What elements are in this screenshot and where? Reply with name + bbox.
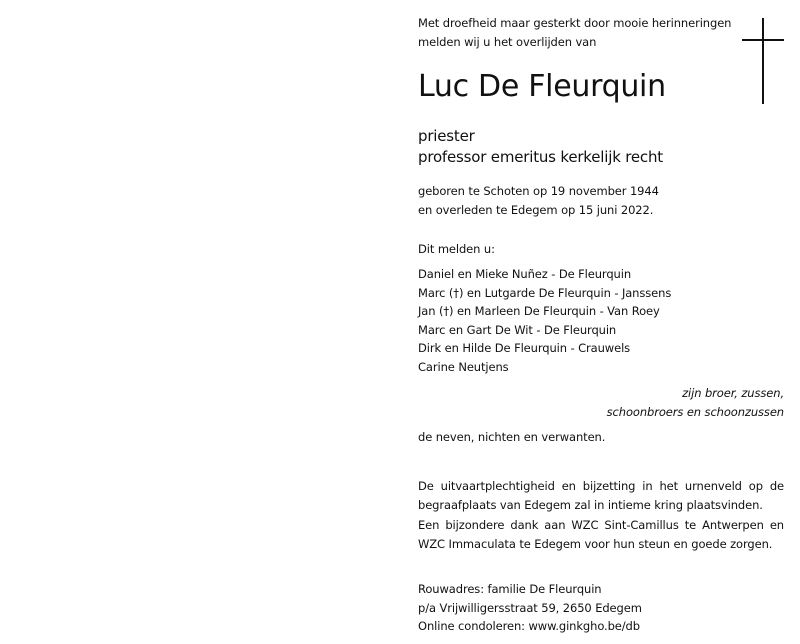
death-line: en overleden te Edegem op 15 juni 2022. [418,202,654,217]
birth-line: geboren te Schoten op 19 november 1944 [418,184,659,198]
life-dates [418,182,784,219]
thanks-notice [418,516,784,553]
family-member: Daniel en Mieke Nuñez - De Fleurquin [418,267,632,281]
family-role [418,384,784,421]
street-address: p/a Vrijwilligersstraat 59, 2650 Edegem [418,600,642,615]
funeral-line: begraafplaats van Edegem zal in intieme kring plaatsvinden. [418,497,763,512]
relatives-line: de neven, nichten en verwanten. [418,430,606,444]
online-condolence: Online condoleren: www.ginkgho.be/db [418,619,640,634]
family-role-line: zijn broer, zussen, [682,386,784,400]
family-role-line: schoonbroers en schoonzussen [606,404,784,419]
thanks-line: Een bijzondere dank aan WZC Sint-Camillus te Antwerpen en [418,518,784,532]
family-member: Marc (†) en Lutgarde De Fleurquin - Janssens [418,285,672,300]
intro-text [418,14,784,51]
title-line: priester [418,127,475,145]
family-member: Dirk en Hilde De Fleurquin - Crauwels [418,341,631,356]
thanks-line: WZC Immaculata te Edegem voor hun steun en goede zorgen. [418,536,773,551]
funeral-line: De uitvaartplechtigheid en bijzetting in het urnenveld op de [418,479,784,493]
intro-line: melden wij u het overlijden van [418,34,597,49]
funeral-notice [418,477,784,514]
title-line: professor emeritus kerkelijk recht [418,148,663,166]
family-member: Marc en Gart De Wit - De Fleurquin [418,322,617,337]
family-list [418,265,784,377]
mourning-address: Rouwadres: familie De Fleurquin [418,582,602,596]
deceased-name: Luc De Fleurquin [418,69,666,104]
announce-label: Dit melden u: [418,242,495,256]
family-member: Carine Neutjens [418,359,509,374]
intro-line: Met droefheid maar gesterkt door mooie herinneringen [418,16,732,30]
family-member: Jan (†) en Marleen De Fleurquin - Van Roey [418,304,660,319]
contact-info [418,580,784,636]
deceased-titles [418,126,784,168]
